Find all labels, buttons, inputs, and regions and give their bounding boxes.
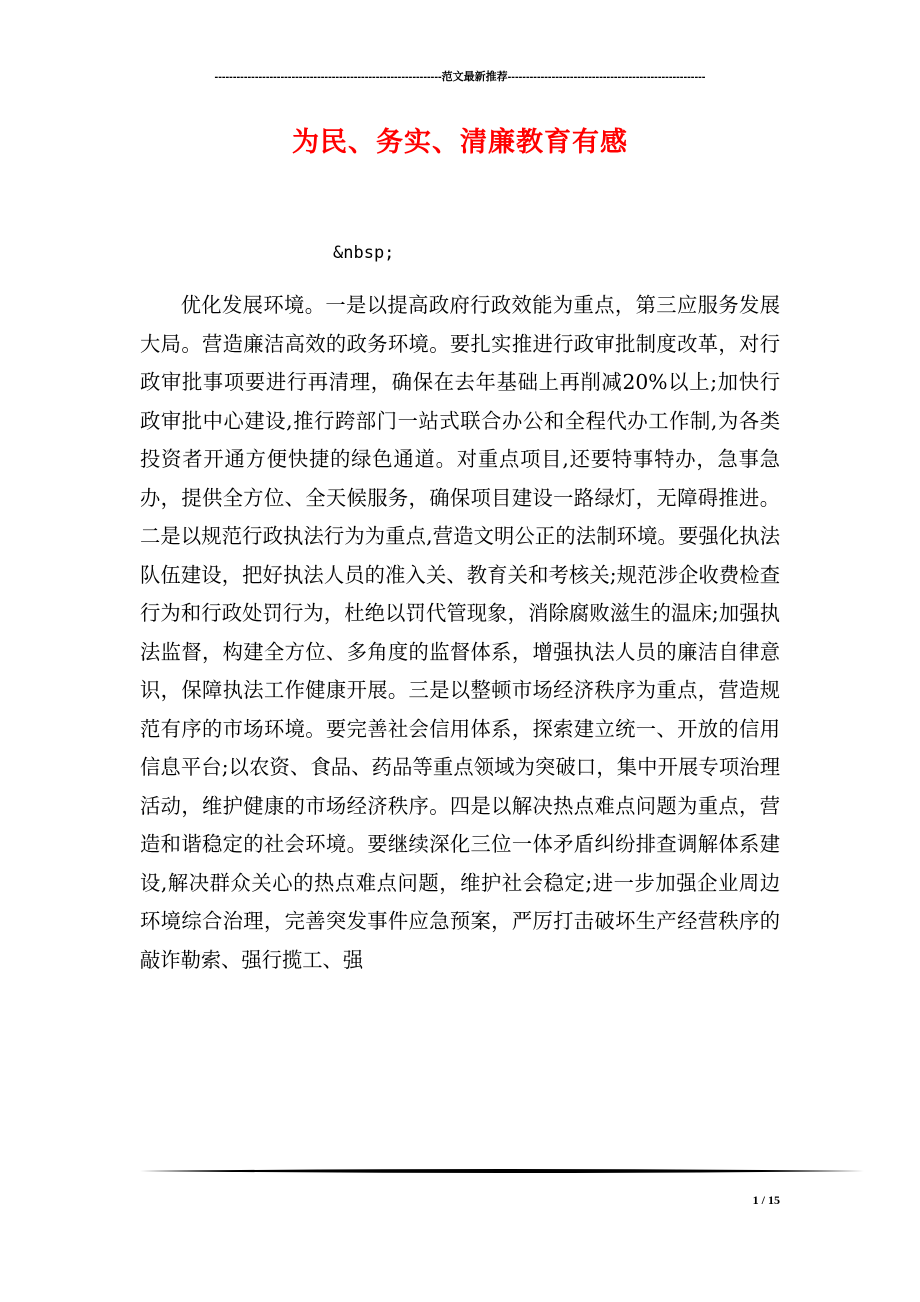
page-number: 1 / 15 [752, 1193, 780, 1207]
document-title: 为民、务实、清廉教育有感 [292, 127, 628, 158]
footer-rule [140, 1168, 864, 1174]
nbsp-text: &nbsp; [333, 243, 395, 263]
header-banner: --------------------------------------------------------------范文最新推荐------------------------------------------------------ [214, 71, 706, 83]
body-paragraph: 优化发展环境。一是以提高政府行政效能为重点，第三应服务发展大局。营造廉洁高效的政务环境。要扎实推进行政审批制度改革，对行政审批事项要进行再清理，确保在去年基础上再削减20%以上;加快行政审批中心建设,推行跨部门一站式联合办公和全程代办工作制,为各类投资者开通方便快捷的绿色通道。对重点项目,还要特事特办，急事急办，提供全方位、全天候服务，确保项目建设一路绿灯，无障碍推进。二是以规范行政执法行为为重点,营造文明公正的法制环境。要强化执法队伍建设，把好执法人员的准入关、教育关和考核关;规范涉企收费检查行为和行政处罚行为，杜绝以罚代管现象，消除腐败滋生的温床;加强执法监督，构建全方位、多角度的监督体系，增强执法人员的廉洁自律意识，保障执法工作健康开展。三是以整顿市场经济秩序为重点，营造规范有序的市场环境。要完善社会信用体系，探索建立统一、开放的信用信息平台;以农资、食品、药品等重点领域为突破口，集中开展专项治理活动，维护健康的市场经济秩序。四是以解决热点难点问题为重点，营造和谐稳定的社会环境。要继续深化三位一体矛盾纠纷排查调解体系建设,解决群众关心的热点难点问题，维护社会稳定;进一步加强企业周边环境综合治理，完善突发事件应急预案，严厉打击破坏生产经营秩序的敲诈勒索、强行揽工、强 [140, 293, 780, 972]
